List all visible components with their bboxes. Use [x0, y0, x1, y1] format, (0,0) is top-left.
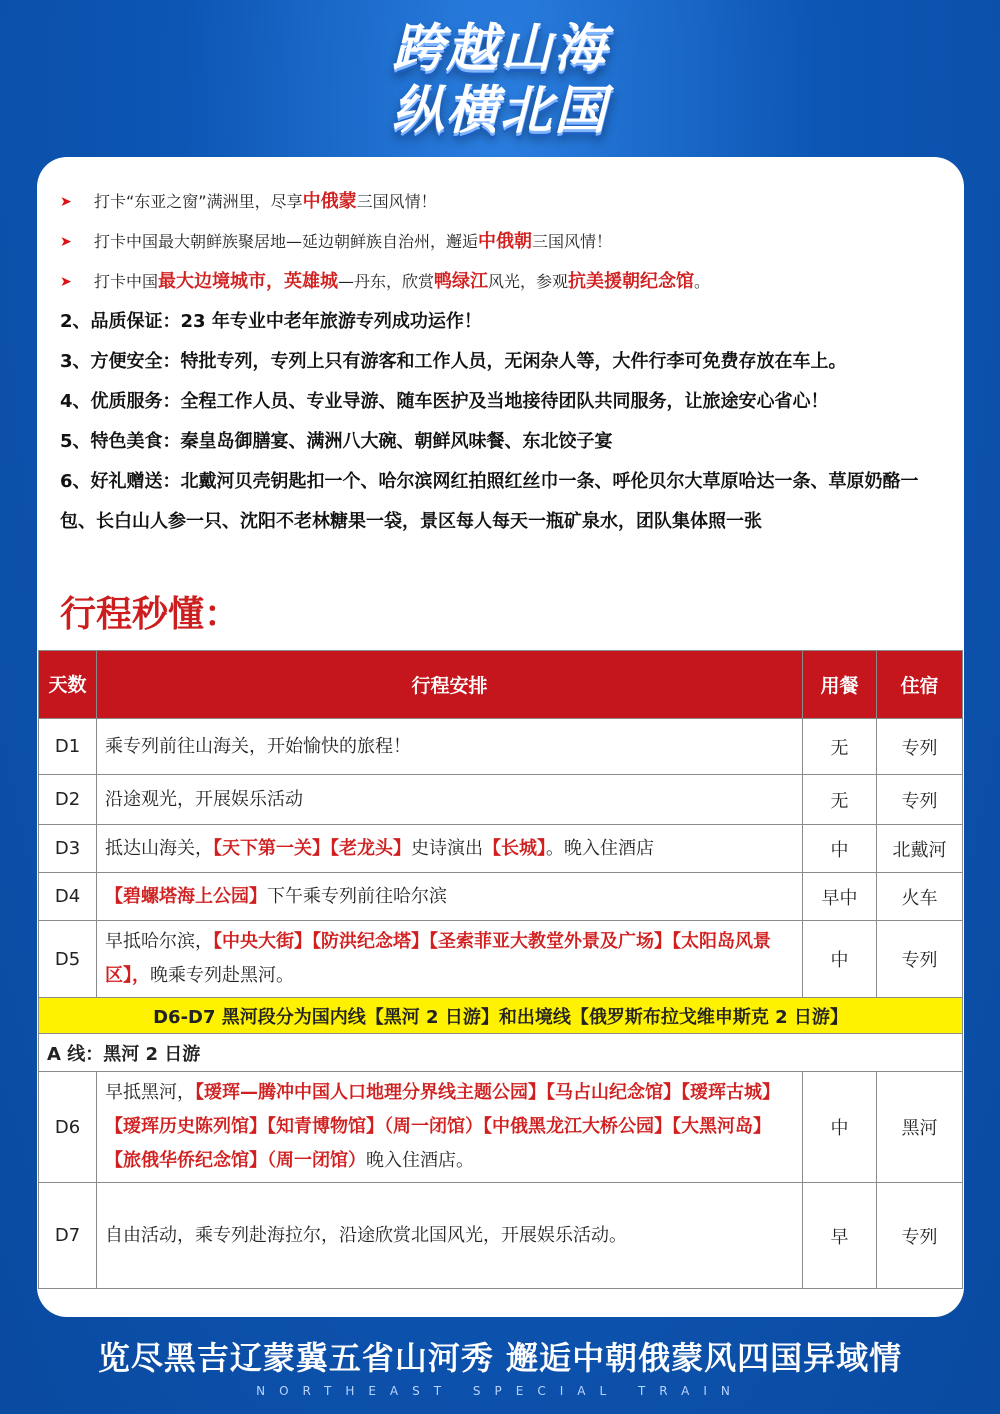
- route-banner: D6-D7 黑河段分为国内线【黑河 2 日游】和出境线【俄罗斯布拉戈维申斯克 2 日游】: [39, 998, 963, 1034]
- a-line-label: A 线：黑河 2 日游: [39, 1034, 963, 1072]
- bullet-3: [60, 262, 950, 302]
- day-cell: D4: [39, 873, 97, 921]
- meal-cell: 中: [803, 921, 877, 998]
- stay-cell: 北戴河: [877, 825, 963, 873]
- table-row: [39, 921, 963, 998]
- stay-cell: 专列: [877, 719, 963, 775]
- day-cell: D7: [39, 1183, 97, 1289]
- table-row: [39, 1183, 963, 1289]
- bullet-text: 打卡中国最大边境城市，英雄城—丹东，欣赏鸭绿江风光，参观抗美援朝纪念馆。: [94, 271, 711, 292]
- header-meal: 用餐: [803, 651, 877, 719]
- bullet-text: 打卡“东亚之窗”满洲里，尽享中俄蒙三国风情！: [94, 191, 437, 212]
- point-quality: 2、品质保证：23 年专业中老年旅游专列成功运作！: [60, 311, 482, 332]
- plan-cell: 沿途观光，开展娱乐活动: [97, 775, 803, 825]
- day-cell: D6: [39, 1072, 97, 1183]
- day-cell: D1: [39, 719, 97, 775]
- intro-section: [60, 182, 950, 542]
- point-gifts: 6、好礼赠送：北戴河贝壳钥匙扣一个、哈尔滨网红拍照红丝巾一条、呼伦贝尔大草原哈达一条、草原奶酪一包、长白山人参一只、沈阳不老林糖果一袋，景区每人每天一瓶矿泉水，团队集体照一张: [60, 471, 919, 532]
- header-stay: 住宿: [877, 651, 963, 719]
- arrow-icon: ➤: [60, 234, 72, 250]
- title-line-2: 纵横北国: [391, 81, 608, 141]
- plan-cell: 早抵黑河，【瑷珲—腾冲中国人口地理分界线主题公园】【马占山纪念馆】【瑷珲古城】【瑷珲历史陈列馆】【知青博物馆】（周一闭馆）【中俄黑龙江大桥公园】【大黑河岛】【旅俄华侨纪念馆】（周一闭馆）晚入住酒店。: [97, 1072, 803, 1183]
- poster-title: [340, 18, 660, 158]
- plan-cell: 【碧螺塔海上公园】下午乘专列前往哈尔滨: [97, 873, 803, 921]
- point-food: 5、特色美食：秦皇岛御膳宴、满洲八大碗、朝鲜风味餐、东北饺子宴: [60, 431, 613, 452]
- stay-cell: 专列: [877, 775, 963, 825]
- point-service: 4、优质服务：全程工作人员、专业导游、随车医护及当地接待团队共同服务，让旅途安心省心！: [60, 391, 829, 412]
- table-row: [39, 873, 963, 921]
- stay-cell: 黑河: [877, 1072, 963, 1183]
- bullet-text: 打卡中国最大朝鲜族聚居地—延边朝鲜族自治州，邂逅中俄朝三国风情！: [94, 231, 613, 252]
- plan-cell: 抵达山海关，【天下第一关】【老龙头】史诗演出【长城】。晚入住酒店: [97, 825, 803, 873]
- title-line-1: 跨越山海: [391, 19, 608, 79]
- table-header-row: [39, 651, 963, 719]
- table-row: [39, 775, 963, 825]
- footer-english: NORTHEAST SPECIAL TRAIN: [256, 1384, 744, 1398]
- plan-cell: 自由活动，乘专列赴海拉尔，沿途欣赏北国风光，开展娱乐活动。: [97, 1183, 803, 1289]
- plan-cell: 早抵哈尔滨，【中央大街】【防洪纪念塔】【圣索菲亚大教堂外景及广场】【太阳岛风景区】，晚乘专列赴黑河。: [97, 921, 803, 998]
- meal-cell: 无: [803, 719, 877, 775]
- stay-cell: 火车: [877, 873, 963, 921]
- route-banner-row: [39, 998, 963, 1034]
- arrow-icon: ➤: [60, 194, 72, 210]
- table-row: [39, 1072, 963, 1183]
- day-cell: D2: [39, 775, 97, 825]
- plan-cell: 乘专列前往山海关，开始愉快的旅程！: [97, 719, 803, 775]
- meal-cell: 早中: [803, 873, 877, 921]
- itinerary-table: [38, 650, 963, 1289]
- bullet-1: [60, 182, 950, 222]
- table-row: [39, 719, 963, 775]
- table-row: [39, 825, 963, 873]
- day-cell: D3: [39, 825, 97, 873]
- meal-cell: 中: [803, 825, 877, 873]
- day-cell: D5: [39, 921, 97, 998]
- arrow-icon: ➤: [60, 274, 72, 290]
- section-title: 行程秒懂：: [60, 594, 241, 635]
- meal-cell: 无: [803, 775, 877, 825]
- stay-cell: 专列: [877, 1183, 963, 1289]
- a-line-row: [39, 1034, 963, 1072]
- stay-cell: 专列: [877, 921, 963, 998]
- header-plan: 行程安排: [97, 651, 803, 719]
- header-day: 天数: [39, 651, 97, 719]
- bullet-2: [60, 222, 950, 262]
- meal-cell: 早: [803, 1183, 877, 1289]
- meal-cell: 中: [803, 1072, 877, 1183]
- point-safety: 3、方便安全：特批专列，专列上只有游客和工作人员，无闲杂人等，大件行李可免费存放在车上。: [60, 351, 847, 372]
- footer-slogan: 览尽黑吉辽蒙冀五省山河秀 邂逅中朝俄蒙风四国异域情: [97, 1339, 903, 1377]
